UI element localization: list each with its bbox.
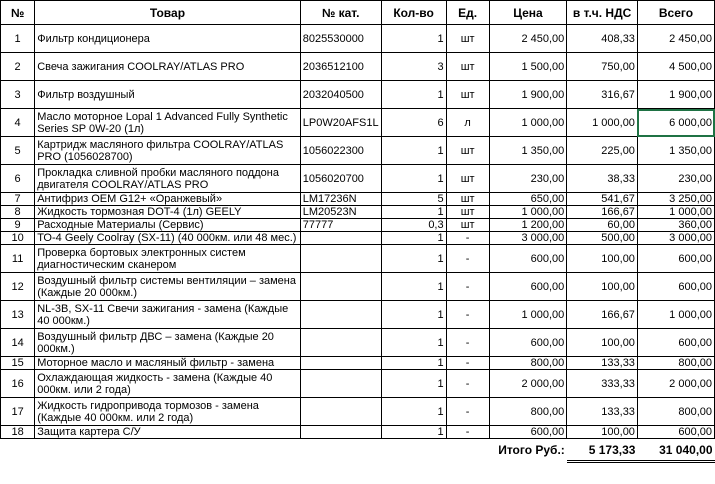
table-row [1,219,715,232]
table-row [1,273,715,301]
line-total-cell[interactable]: 1 000,00 [637,301,714,329]
line-total-cell[interactable]: 230,00 [637,165,714,193]
price-cell[interactable]: 1 350,00 [489,137,567,165]
row-number-cell[interactable]: 11 [1,245,35,273]
price-cell[interactable]: 1 500,00 [489,53,567,81]
quantity-cell[interactable]: 1 [381,301,446,329]
unit-cell[interactable]: - [446,232,489,245]
header-catalog-number[interactable]: № кат. [300,1,381,25]
unit-cell[interactable]: - [446,301,489,329]
price-cell[interactable]: 800,00 [489,357,567,370]
table-row [1,81,715,109]
catalog-number-cell[interactable] [300,370,381,398]
vat-amount-cell[interactable]: 133,33 [567,398,638,426]
catalog-number-cell[interactable]: LP0W20AFS1L [300,109,381,137]
table-body [1,25,715,439]
line-total-cell[interactable]: 600,00 [637,245,714,273]
price-cell[interactable]: 1 000,00 [489,301,567,329]
vat-amount-cell[interactable]: 38,33 [567,165,638,193]
unit-cell[interactable]: л [446,109,489,137]
line-total-cell[interactable]: 600,00 [637,329,714,357]
catalog-number-cell[interactable]: 2036512100 [300,53,381,81]
header-row [1,1,715,25]
header-total[interactable]: Всего [637,1,714,25]
price-cell[interactable]: 2 000,00 [489,370,567,398]
product-name-cell[interactable]: Жидкость тормозная DOT-4 (1л) GEELY [35,206,301,219]
table-row [1,232,715,245]
price-cell[interactable]: 1 200,00 [489,219,567,232]
product-name-cell[interactable]: Воздушный фильтр ДВС – замена (Каждые 20 000км.) [35,329,301,357]
price-cell[interactable]: 2 450,00 [489,25,567,53]
row-number-cell[interactable]: 10 [1,232,35,245]
unit-cell[interactable]: - [446,370,489,398]
quantity-cell[interactable]: 1 [381,81,446,109]
quantity-cell[interactable]: 5 [381,193,446,206]
line-total-cell[interactable]: 2 000,00 [637,370,714,398]
product-name-cell[interactable]: Воздушный фильтр системы вентиляции – замена (Каждые 20 000км.) [35,273,301,301]
header-quantity[interactable]: Кол-во [381,1,446,25]
unit-cell[interactable]: - [446,273,489,301]
catalog-number-cell[interactable]: 1056022300 [300,137,381,165]
product-name-cell[interactable]: Свеча зажигания COOLRAY/ATLAS PRO [35,53,301,81]
unit-cell[interactable]: шт [446,193,489,206]
row-number-cell[interactable]: 5 [1,137,35,165]
catalog-number-cell[interactable] [300,245,381,273]
unit-cell[interactable]: - [446,426,489,439]
product-name-cell[interactable]: Жидкость гидропривода тормозов - замена (Каждые 40 000км. или 2 года) [35,398,301,426]
price-cell[interactable]: 800,00 [489,398,567,426]
header-product[interactable]: Товар [35,1,301,25]
unit-cell[interactable]: - [446,357,489,370]
price-cell[interactable]: 230,00 [489,165,567,193]
table-row [1,370,715,398]
unit-cell[interactable]: шт [446,137,489,165]
product-name-cell[interactable]: Моторное масло и масляный фильтр - замена [35,357,301,370]
vat-amount-cell[interactable]: 408,33 [567,25,638,53]
table-row [1,329,715,357]
table-row [1,25,715,53]
quantity-cell[interactable]: 1 [381,426,446,439]
quantity-cell[interactable]: 1 [381,329,446,357]
quantity-cell[interactable]: 3 [381,53,446,81]
vat-amount-cell[interactable]: 166,67 [567,206,638,219]
quantity-cell[interactable]: 1 [381,370,446,398]
line-total-cell[interactable]: 600,00 [637,426,714,439]
row-number-cell[interactable]: 15 [1,357,35,370]
catalog-number-cell[interactable]: 2032040500 [300,81,381,109]
price-cell[interactable]: 600,00 [489,273,567,301]
table-row [1,357,715,370]
unit-cell[interactable]: шт [446,165,489,193]
catalog-number-cell[interactable] [300,426,381,439]
vat-amount-cell[interactable]: 100,00 [567,245,638,273]
unit-cell[interactable]: шт [446,25,489,53]
row-number-cell[interactable]: 6 [1,165,35,193]
line-total-cell[interactable]: 3 250,00 [637,193,714,206]
row-number-cell[interactable]: 18 [1,426,35,439]
unit-cell[interactable]: - [446,329,489,357]
table-row [1,245,715,273]
row-number-cell[interactable]: 13 [1,301,35,329]
table-row [1,137,715,165]
header-unit[interactable]: Ед. [446,1,489,25]
product-name-cell[interactable]: Прокладка сливной пробки масляного поддона двигателя COOLRAY/ATLAS PRO [35,165,301,193]
price-cell[interactable]: 650,00 [489,193,567,206]
line-total-cell[interactable]: 600,00 [637,273,714,301]
price-cell[interactable]: 3 000,00 [489,232,567,245]
catalog-number-cell[interactable]: LM20523N [300,206,381,219]
quantity-cell[interactable]: 1 [381,206,446,219]
quantity-cell[interactable]: 1 [381,165,446,193]
header-num[interactable]: № [1,1,35,25]
catalog-number-cell[interactable] [300,232,381,245]
price-cell[interactable]: 1 000,00 [489,109,567,137]
product-name-cell[interactable]: Антифриз OEM G12+ «Оранжевый» [35,193,301,206]
header-vat[interactable]: в т.ч. НДС [567,1,638,25]
catalog-number-cell[interactable] [300,398,381,426]
price-cell[interactable]: 1 900,00 [489,81,567,109]
vat-amount-cell[interactable]: 541,67 [567,193,638,206]
row-number-cell[interactable]: 7 [1,193,35,206]
quantity-cell[interactable]: 1 [381,273,446,301]
row-number-cell[interactable]: 12 [1,273,35,301]
unit-cell[interactable]: шт [446,53,489,81]
product-name-cell[interactable]: Фильтр кондиционера [35,25,301,53]
table-row [1,53,715,81]
quantity-cell[interactable]: 1 [381,357,446,370]
line-total-cell[interactable]: 1 350,00 [637,137,714,165]
header-price[interactable]: Цена [489,1,567,25]
vat-amount-cell[interactable]: 500,00 [567,232,638,245]
vat-amount-cell[interactable]: 100,00 [567,273,638,301]
line-total-cell[interactable]: 360,00 [637,219,714,232]
row-number-cell[interactable]: 9 [1,219,35,232]
line-total-cell[interactable]: 2 450,00 [637,25,714,53]
table-row [1,426,715,439]
unit-cell[interactable]: шт [446,219,489,232]
quantity-cell[interactable]: 1 [381,137,446,165]
catalog-number-cell[interactable]: 8025530000 [300,25,381,53]
catalog-number-cell[interactable] [300,329,381,357]
vat-amount-cell[interactable]: 166,67 [567,301,638,329]
quantity-cell[interactable]: 1 [381,245,446,273]
line-total-cell[interactable]: 1 000,00 [637,206,714,219]
table-row [1,109,715,137]
unit-cell[interactable]: - [446,245,489,273]
line-total-cell[interactable]: 3 000,00 [637,232,714,245]
row-number-cell[interactable]: 4 [1,109,35,137]
quantity-cell[interactable]: 1 [381,232,446,245]
vat-amount-cell[interactable]: 100,00 [567,329,638,357]
table-row [1,301,715,329]
totals-spacer [1,439,490,462]
vat-amount-cell[interactable]: 133,33 [567,357,638,370]
product-name-cell[interactable]: Расходные Материалы (Сервис) [35,219,301,232]
totals-vat[interactable]: 5 173,33 [567,439,638,462]
totals-row [1,439,715,462]
product-name-cell[interactable]: ТО-4 Geely Coolray (SX-11) (40 000км. или 48 мес.) [35,232,301,245]
quantity-cell[interactable]: 0,3 [381,219,446,232]
vat-amount-cell[interactable]: 333,33 [567,370,638,398]
unit-cell[interactable]: - [446,398,489,426]
table-row [1,165,715,193]
row-number-cell[interactable]: 17 [1,398,35,426]
product-name-cell[interactable]: Фильтр воздушный [35,81,301,109]
table-row [1,193,715,206]
row-number-cell[interactable]: 3 [1,81,35,109]
price-cell[interactable]: 600,00 [489,245,567,273]
vat-amount-cell[interactable]: 1 000,00 [567,109,638,137]
product-name-cell[interactable]: Картридж масляного фильтра COOLRAY/ATLAS PRO (1056028700) [35,137,301,165]
quantity-cell[interactable]: 1 [381,398,446,426]
vat-amount-cell[interactable]: 100,00 [567,426,638,439]
catalog-number-cell[interactable]: 1056020700 [300,165,381,193]
product-name-cell[interactable]: Защита картера С/У [35,426,301,439]
row-number-cell[interactable]: 1 [1,25,35,53]
product-name-cell[interactable]: Охлаждающая жидкость - замена (Каждые 40 000км. или 2 года) [35,370,301,398]
vat-amount-cell[interactable]: 225,00 [567,137,638,165]
line-total-cell[interactable]: 800,00 [637,357,714,370]
catalog-number-cell[interactable]: 77777 [300,219,381,232]
row-number-cell[interactable]: 14 [1,329,35,357]
price-cell[interactable]: 1 000,00 [489,206,567,219]
product-name-cell[interactable]: Масло моторное Lopal 1 Advanced Fully Synthetic Series SP 0W-20 (1л) [35,109,301,137]
unit-cell[interactable]: шт [446,81,489,109]
line-total-cell[interactable]: 800,00 [637,398,714,426]
catalog-number-cell[interactable] [300,357,381,370]
catalog-number-cell[interactable] [300,273,381,301]
line-total-cell[interactable]: 1 900,00 [637,81,714,109]
table-row [1,206,715,219]
row-number-cell[interactable]: 2 [1,53,35,81]
quantity-cell[interactable]: 6 [381,109,446,137]
catalog-number-cell[interactable]: LM17236N [300,193,381,206]
vat-amount-cell[interactable]: 316,67 [567,81,638,109]
product-name-cell[interactable]: NL-3B, SX-11 Свечи зажигания - замена (Каждые 40 000км.) [35,301,301,329]
product-name-cell[interactable]: Проверка бортовых электронных систем диагностическим сканером [35,245,301,273]
price-cell[interactable]: 600,00 [489,329,567,357]
price-cell[interactable]: 600,00 [489,426,567,439]
table-row [1,398,715,426]
unit-cell[interactable]: шт [446,206,489,219]
catalog-number-cell[interactable] [300,301,381,329]
totals-label[interactable]: Итого Руб.: [498,443,565,458]
quantity-cell[interactable]: 1 [381,25,446,53]
row-number-cell[interactable]: 16 [1,370,35,398]
line-total-cell[interactable]: 6 000,00 [637,109,714,137]
vat-amount-cell[interactable]: 750,00 [567,53,638,81]
vat-amount-cell[interactable]: 60,00 [567,219,638,232]
line-total-cell[interactable]: 4 500,00 [637,53,714,81]
totals-sum[interactable]: 31 040,00 [637,439,714,462]
row-number-cell[interactable]: 8 [1,206,35,219]
